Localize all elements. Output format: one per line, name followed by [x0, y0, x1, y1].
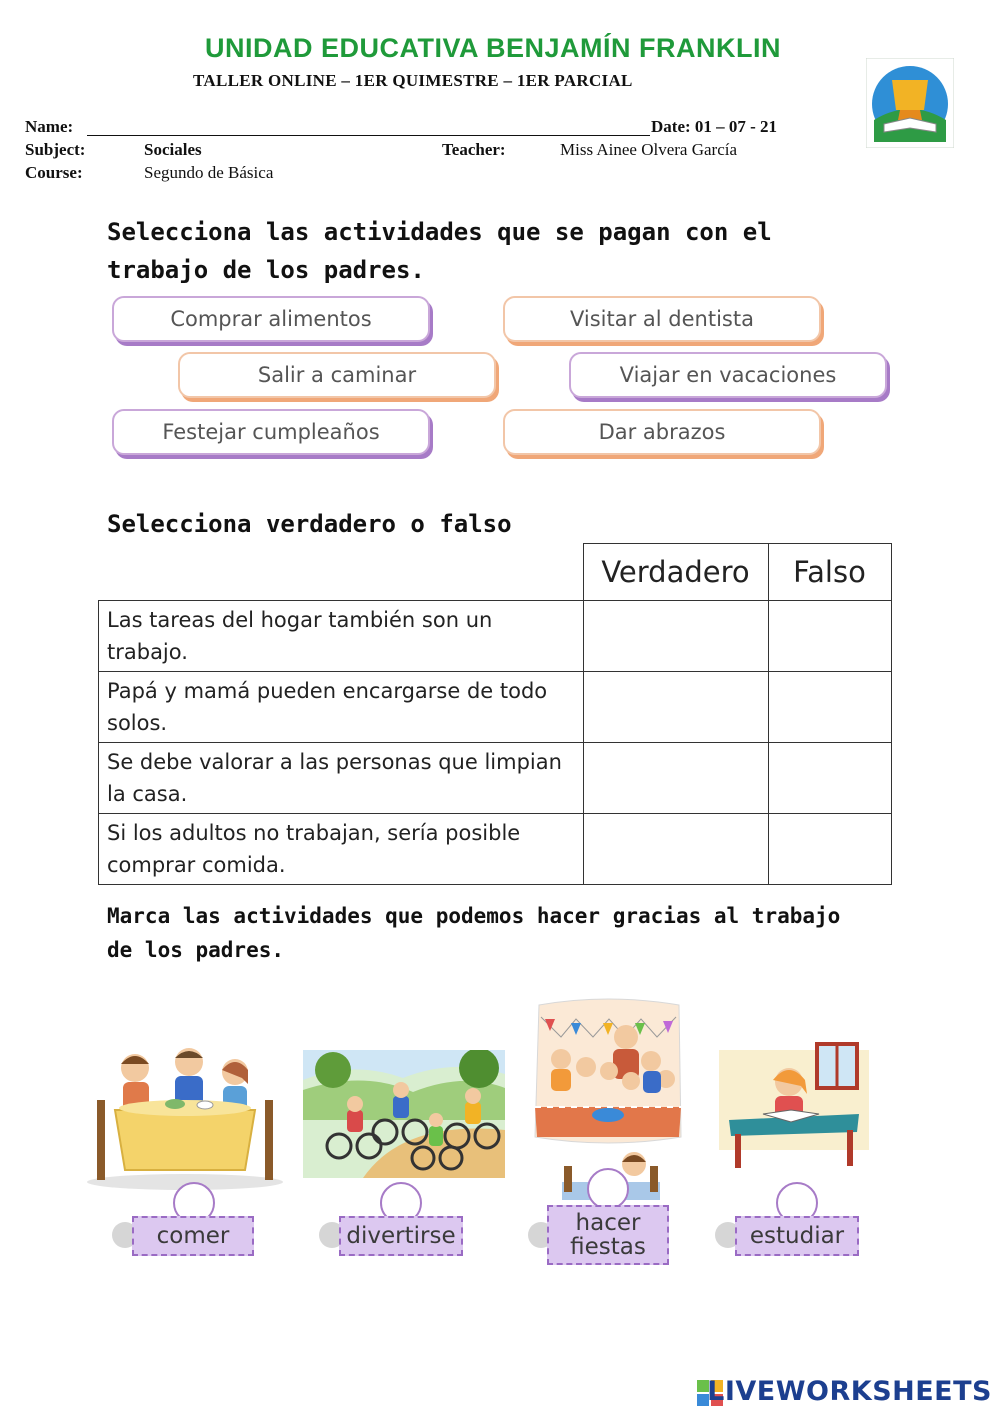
- name-input-line[interactable]: [87, 135, 650, 136]
- option-dar-abrazos[interactable]: Dar abrazos: [503, 409, 821, 455]
- true-false-table: [98, 543, 892, 885]
- activity-label-hacer-fiestas: hacer fiestas: [547, 1205, 669, 1265]
- answer-cell-verdadero[interactable]: [583, 672, 768, 743]
- statement-text: Las tareas del hogar también son un trabajo.: [99, 601, 584, 672]
- party-illustration: [531, 997, 686, 1147]
- table-row: [99, 601, 892, 672]
- option-visitar-dentista[interactable]: Visitar al dentista: [503, 296, 821, 342]
- school-logo: [866, 58, 954, 148]
- name-label: Name:: [25, 117, 74, 136]
- subject-value: Sociales: [144, 140, 202, 159]
- answer-cell-falso[interactable]: [768, 672, 891, 743]
- liveworksheets-brand: LIVEWORKSHEETS: [707, 1376, 992, 1407]
- statement-text: Se debe valorar a las personas que limpian la casa.: [99, 743, 584, 814]
- section2-instruction: Selecciona verdadero o falso: [107, 510, 512, 538]
- activity-label-estudiar: estudiar: [735, 1216, 859, 1256]
- answer-cell-verdadero[interactable]: [583, 601, 768, 672]
- course-value: Segundo de Básica: [144, 163, 274, 182]
- teacher-label: Teacher:: [442, 140, 506, 159]
- activity-label-comer: comer: [132, 1216, 254, 1256]
- course-label: Course:: [25, 163, 83, 182]
- answer-cell-falso[interactable]: [768, 743, 891, 814]
- answer-circle-hacer-fiestas[interactable]: [587, 1168, 629, 1210]
- answer-cell-verdadero[interactable]: [583, 814, 768, 885]
- option-comprar-alimentos[interactable]: Comprar alimentos: [112, 296, 430, 342]
- table-row: [99, 672, 892, 743]
- table-row: [99, 743, 892, 814]
- activity-label-divertirse: divertirse: [339, 1216, 463, 1256]
- teacher-value: Miss Ainee Olvera García: [560, 140, 738, 159]
- answer-cell-falso[interactable]: [768, 601, 891, 672]
- option-viajar-vacaciones[interactable]: Viajar en vacaciones: [569, 352, 887, 398]
- studying-illustration: [719, 1040, 869, 1172]
- statement-text: Si los adultos no trabajan, sería posible comprar comida.: [99, 814, 584, 885]
- family-eating-illustration: [85, 1040, 285, 1190]
- date-label: Date: 01 – 07 - 21: [651, 117, 778, 136]
- section1-instruction: Selecciona las actividades que se pagan con el trabajo de los padres.: [107, 218, 772, 284]
- subject-label: Subject:: [25, 140, 86, 159]
- column-header-falso: Falso: [768, 544, 891, 601]
- answer-cell-verdadero[interactable]: [583, 743, 768, 814]
- worksheet-subtitle: TALLER ONLINE – 1ER QUIMESTRE – 1ER PARCIAL: [193, 71, 633, 90]
- section3-instruction: Marca las actividades que podemos hacer gracias al trabajo de los padres.: [107, 904, 841, 962]
- option-festejar-cumpleanos[interactable]: Festejar cumpleaños: [112, 409, 430, 455]
- table-row: [99, 814, 892, 885]
- column-header-verdadero: Verdadero: [583, 544, 768, 601]
- answer-cell-falso[interactable]: [768, 814, 891, 885]
- school-name: UNIDAD EDUCATIVA BENJAMÍN FRANKLIN: [205, 33, 781, 63]
- statement-text: Papá y mamá pueden encargarse de todo solos.: [99, 672, 584, 743]
- bicycle-ride-illustration: [303, 1050, 505, 1178]
- option-salir-caminar[interactable]: Salir a caminar: [178, 352, 496, 398]
